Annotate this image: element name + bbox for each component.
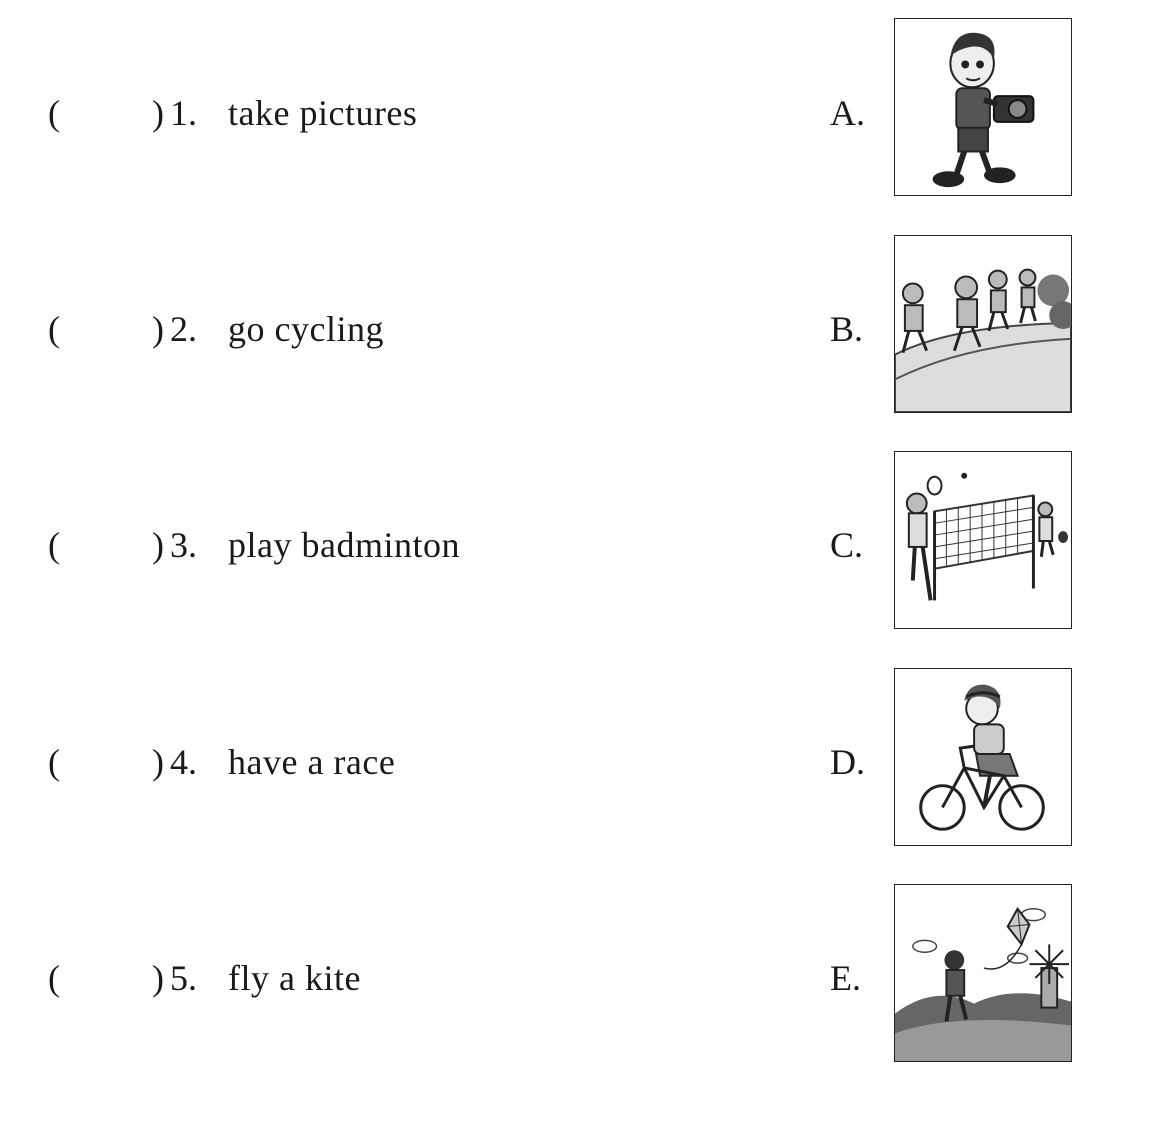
- answer-blank-open[interactable]: (: [48, 93, 60, 133]
- answer-blank-close: ): [152, 525, 164, 565]
- question-phrase: play badminton: [228, 525, 460, 565]
- answer-blank-close: ): [152, 309, 164, 349]
- question-phrase: have a race: [228, 742, 396, 782]
- option-letter: E.: [830, 958, 861, 998]
- answer-blank-open[interactable]: (: [48, 309, 60, 349]
- option-letter: C.: [830, 525, 864, 565]
- question-phrase: fly a kite: [228, 958, 361, 998]
- answer-blank-open[interactable]: (: [48, 525, 60, 565]
- question-number: 3.: [170, 525, 197, 565]
- picture-flying-kite: [894, 884, 1072, 1062]
- question-phrase: go cycling: [228, 309, 384, 349]
- answer-blank-close: ): [152, 93, 164, 133]
- question-number: 2.: [170, 309, 197, 349]
- option-letter: A.: [830, 93, 865, 133]
- picture-boy-taking-photo: [894, 18, 1072, 196]
- answer-blank-close: ): [152, 958, 164, 998]
- picture-children-racing: [894, 235, 1072, 413]
- answer-blank-open[interactable]: (: [48, 958, 60, 998]
- question-number: 4.: [170, 742, 197, 782]
- option-letter: D.: [830, 742, 865, 782]
- question-number: 1.: [170, 93, 197, 133]
- answer-blank-close: ): [152, 742, 164, 782]
- picture-badminton: [894, 451, 1072, 629]
- option-letter: B.: [830, 309, 864, 349]
- answer-blank-open[interactable]: (: [48, 742, 60, 782]
- picture-girl-cycling: [894, 668, 1072, 846]
- question-phrase: take pictures: [228, 93, 418, 133]
- question-number: 5.: [170, 958, 197, 998]
